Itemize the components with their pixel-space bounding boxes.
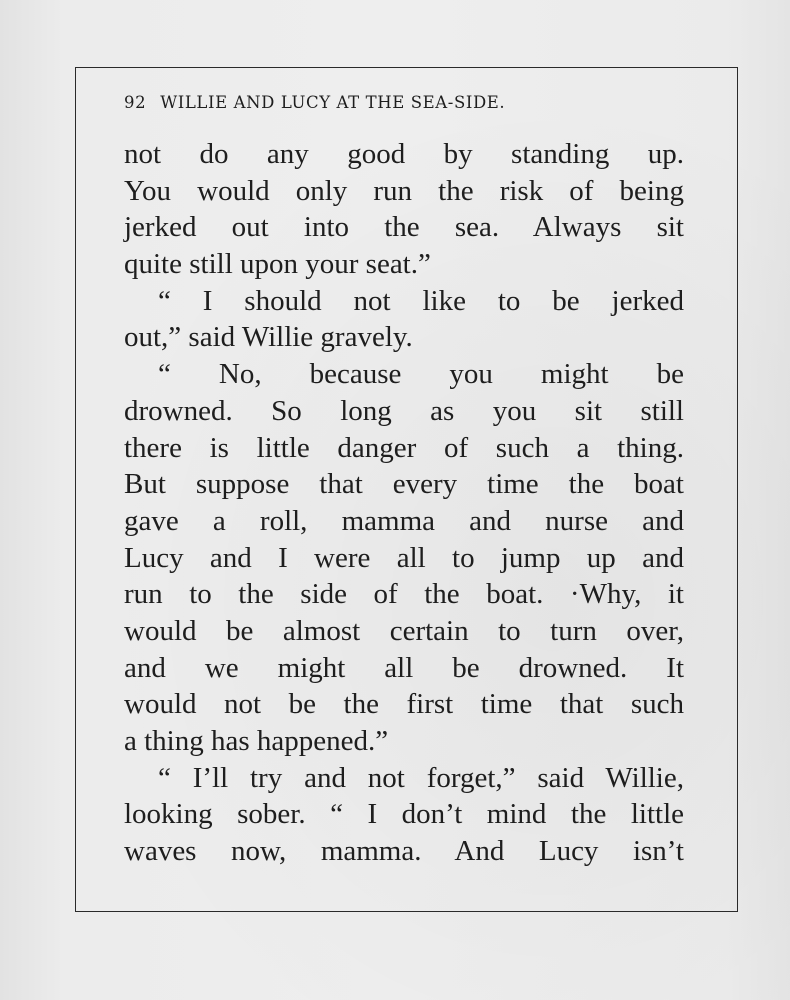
text-line: would be almost certain to turn over,: [124, 614, 684, 647]
text-line: drowned. So long as you sit still: [124, 394, 684, 427]
text-line: looking sober. “ I don’t mind the little: [124, 798, 684, 831]
text-line: and we might all be drowned. It: [124, 651, 684, 684]
text-line: waves now, mamma. And Lucy isn’t: [124, 835, 684, 868]
text-line: not do any good by standing up.: [124, 138, 684, 170]
text-line: You would only run the risk of being: [124, 174, 684, 207]
text-line: run to the side of the boat. ·Why, it: [124, 578, 684, 611]
running-head: [124, 90, 684, 116]
text-line: quite still upon your seat.”: [124, 248, 431, 281]
text-line: “ I’ll try and not forget,” said Willie,: [158, 761, 684, 794]
text-line: a thing has happened.”: [124, 725, 389, 757]
page-number: 92: [124, 93, 147, 112]
text-line: But suppose that every time the boat: [124, 468, 684, 501]
text-line: would not be the first time that such: [124, 688, 684, 721]
text-line: there is little danger of such a thing.: [124, 431, 684, 464]
text-line: “ No, because you might be: [158, 358, 684, 391]
text-line: gave a roll, mamma and nurse and: [124, 504, 684, 537]
body-text: [124, 136, 684, 870]
text-line: Lucy and I were all to jump up and: [124, 541, 684, 574]
text-line: out,” said Willie gravely.: [124, 321, 413, 354]
text-line: “ I should not like to be jerked: [158, 284, 684, 317]
running-title: WILLIE AND LUCY AT THE SEA-SIDE.: [160, 93, 506, 112]
text-line: jerked out into the sea. Always sit: [124, 211, 684, 244]
